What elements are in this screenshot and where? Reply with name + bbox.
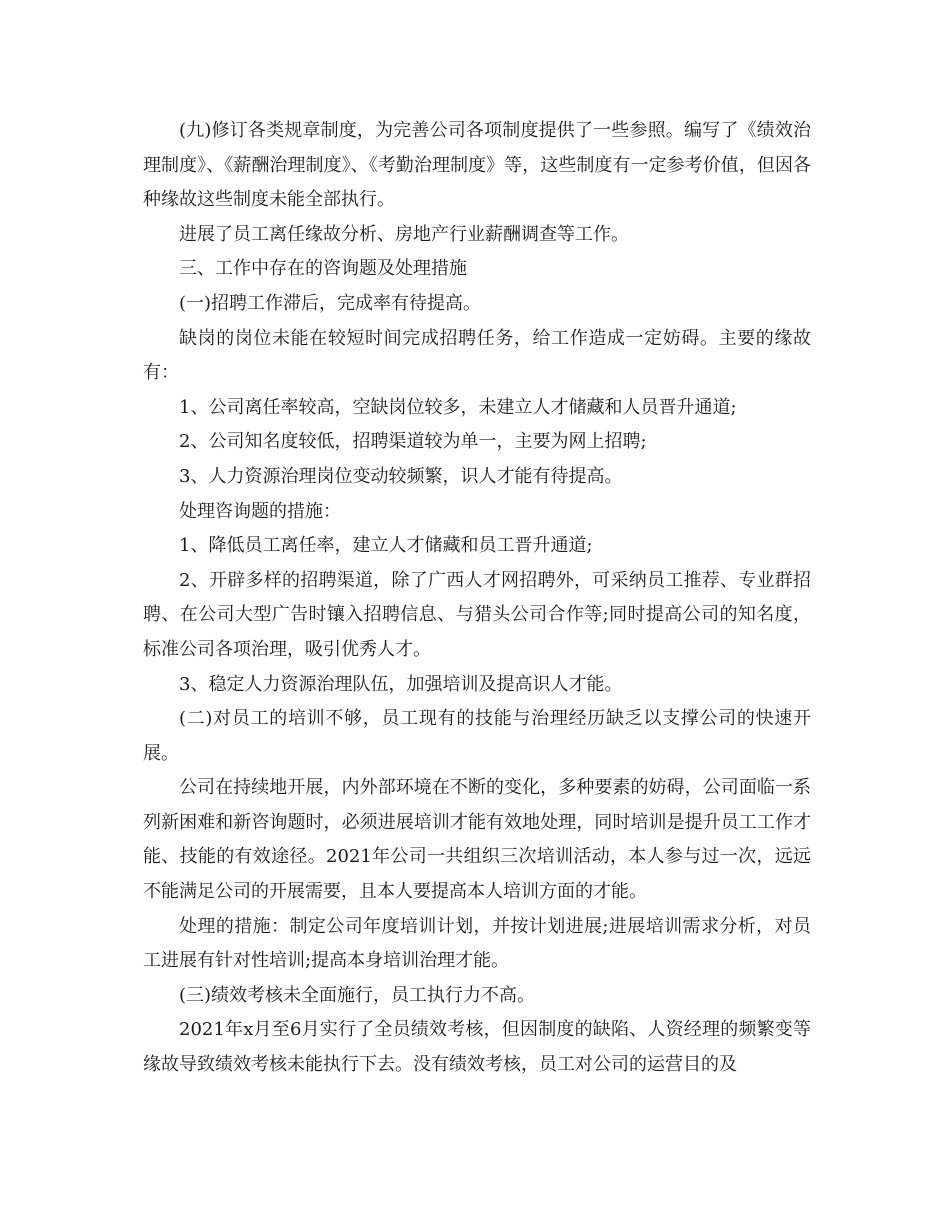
subheading-performance: (三)绩效考核未全面施行，员工执行力不高。: [179, 984, 536, 1006]
list-item-measure-1: 1、降低员工离任率，建立人才储藏和员工晋升通道;: [179, 535, 593, 557]
list-item-measure-2: 2、开辟多样的招聘渠道，除了广西人才网招聘外，可采纳员工推荐、专业群招聘、在公司大型广告时镶入招聘信息、与猎头公司合作等;同时提高公司的知名度，标准公司各项治理，吸引优秀人才。: [143, 569, 811, 660]
subheading-training: (二)对员工的培训不够，员工现有的技能与治理经历缺乏以支撑公司的快速开展。: [143, 708, 811, 764]
paragraph-revise-regulations: (九)修订各类规章制度，为完善公司各项制度提供了一些参照。编写了《绩效治理制度》、《薪酬治理制度》、《考勤治理制度》等，这些制度有一定参考价值，但因各种缘故这些制度未能全部执行。: [143, 120, 811, 211]
paragraph-training-measures: 处理的措施：制定公司年度培训计划，并按计划进展;进展培训需求分析，对员工进展有针对性培训;提高本身培训治理才能。: [143, 915, 811, 972]
paragraph-training-details: 公司在持续地开展，内外部环境在不断的变化，多种要素的妨碍，公司面临一系列新困难和新咨询题时，必须进展培训才能有效地处理，同时培训是提升员工工作才能、技能的有效途径。2021年公司一共组织三次培训活动，本人参与过一次，远远不能满足公司的开展需要，且本人要提高本人培训方面的才能。: [143, 777, 811, 903]
list-item-measure-3: 3、稳定人力资源治理队伍，加强培训及提高识人才能。: [179, 673, 623, 695]
list-item-reason-1: 1、公司离任率较高，空缺岗位较多，未建立人才储藏和人员晋升通道;: [179, 396, 737, 418]
document-body: [143, 114, 811, 1083]
paragraph-performance-details: 2021年x月至6月实行了全员绩效考核，但因制度的缺陷、人资经理的频繁变等缘故导致绩效考核未能执行下去。没有绩效考核，员工对公司的运营目的及: [143, 1019, 811, 1076]
paragraph-recruitment-reasons: 缺岗的岗位未能在较短时间完成招聘任务，给工作造成一定妨碍。主要的缘故有：: [143, 327, 811, 384]
section-heading-problems: 三、工作中存在的咨询题及处理措施: [179, 258, 467, 280]
subheading-measures: 处理咨询题的措施：: [179, 500, 341, 522]
list-item-reason-2: 2、公司知名度较低，招聘渠道较为单一，主要为网上招聘;: [179, 431, 647, 453]
paragraph-turnover-analysis: 进展了员工离任缘故分析、房地产行业薪酬调查等工作。: [179, 223, 629, 245]
subheading-recruitment: (一)招聘工作滞后，完成率有待提高。: [179, 292, 482, 314]
list-item-reason-3: 3、人力资源治理岗位变动较频繁，识人才能有待提高。: [179, 465, 623, 487]
